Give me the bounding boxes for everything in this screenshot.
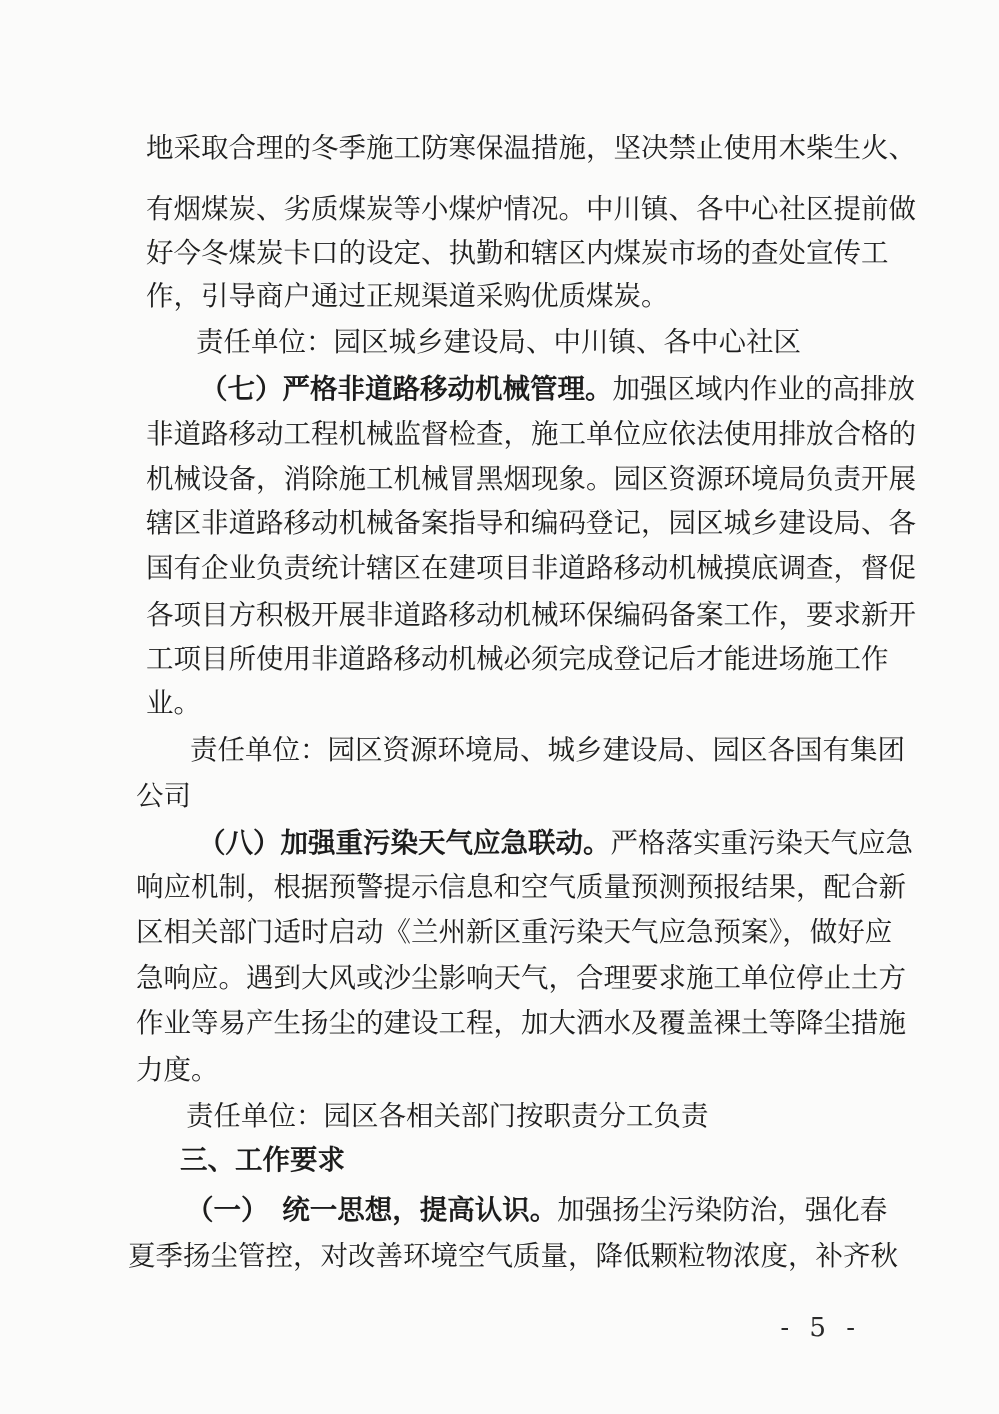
- section-7-first-line: [200, 369, 915, 409]
- responsibility-line: 责任单位：园区各相关部门按职责分工负责: [186, 1100, 709, 1132]
- responsibility-line: 责任单位：园区城乡建设局、中川镇、各中心社区: [196, 326, 801, 358]
- text-line: 作，引导商户通过正规渠道采购优质煤炭。: [146, 280, 669, 312]
- text-line: 区相关部门适时启动《兰州新区重污染天气应急预案》，做好应: [136, 916, 893, 948]
- text-line: 好今冬煤炭卡口的设定、执勤和辖区内煤炭市场的查处宣传工: [146, 237, 889, 269]
- text-line: 非道路移动工程机械监督检查，施工单位应依法使用排放合格的: [146, 418, 916, 450]
- text-span: 严格落实重污染天气应急: [610, 827, 913, 859]
- text-line: 辖区非道路移动机械备案指导和编码登记，园区城乡建设局、各: [146, 507, 916, 539]
- text-line: 各项目方积极开展非道路移动机械环保编码备案工作，要求新开: [146, 599, 916, 631]
- responsibility-line: 公司: [136, 780, 191, 812]
- text-span: 加强扬尘污染防治，强化春: [557, 1194, 888, 1226]
- text-line: 有烟煤炭、劣质煤炭等小煤炉情况。中川镇、各中心社区提前做: [146, 193, 916, 225]
- section-7-heading: （七）严格非道路移动机械管理。: [200, 373, 613, 405]
- section-3-title: 三、工作要求: [180, 1144, 345, 1176]
- text-line: 响应机制，根据预警提示信息和空气质量预测预报结果，配合新: [136, 871, 906, 903]
- text-line: 夏季扬尘管控，对改善环境空气质量，降低颗粒物浓度，补齐秋: [128, 1240, 898, 1272]
- text-span: 加强区域内作业的高排放: [612, 373, 915, 405]
- section-3-1-first-line: [186, 1190, 888, 1230]
- text-line: 急响应。遇到大风或沙尘影响天气，合理要求施工单位停止土方: [136, 962, 906, 994]
- text-line: 作业等易产生扬尘的建设工程，加大洒水及覆盖裸土等降尘措施: [136, 1007, 906, 1039]
- text-line: 业。: [146, 687, 201, 719]
- text-line: 工项目所使用非道路移动机械必须完成登记后才能进场施工作: [146, 643, 889, 675]
- page-number: - 5 -: [780, 1313, 861, 1343]
- text-line: 机械设备，消除施工机械冒黑烟现象。园区资源环境局负责开展: [146, 463, 916, 495]
- section-8-first-line: [198, 823, 913, 863]
- section-3-1-heading: （一） 统一思想，提高认识。: [186, 1194, 558, 1226]
- text-line: 力度。: [136, 1054, 219, 1086]
- section-8-heading: （八）加强重污染天气应急联动。: [198, 827, 611, 859]
- text-line: 地采取合理的冬季施工防寒保温措施，坚决禁止使用木柴生火、: [146, 132, 916, 164]
- text-line: 国有企业负责统计辖区在建项目非道路移动机械摸底调查，督促: [146, 552, 916, 584]
- responsibility-line: 责任单位：园区资源环境局、城乡建设局、园区各国有集团: [190, 734, 905, 766]
